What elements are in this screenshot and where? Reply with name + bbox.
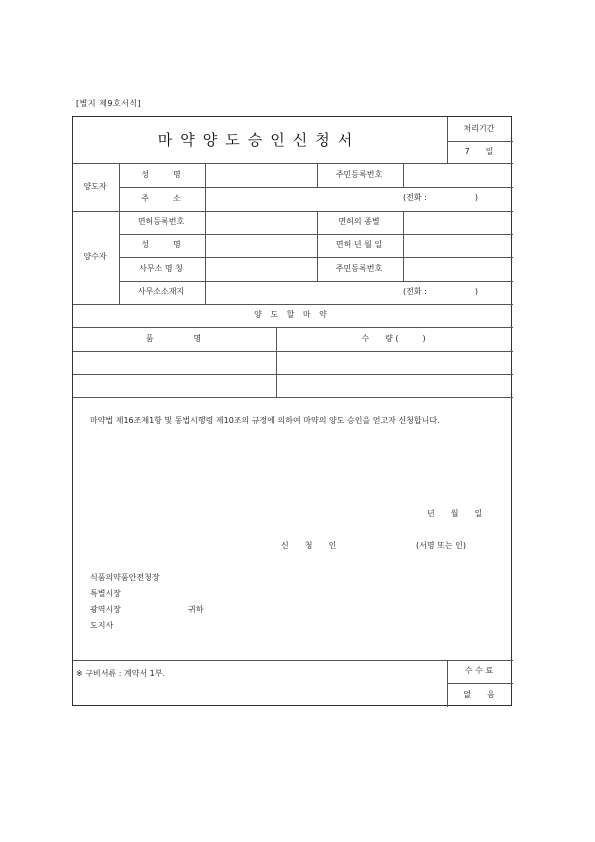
signature-label: (서명 또는 인) <box>416 541 466 550</box>
date-line: 년 월 일 <box>427 509 483 518</box>
transferor-name-field[interactable] <box>205 163 315 185</box>
fee-value: 없 음 <box>463 689 495 699</box>
drug-row-1-name-field[interactable] <box>73 351 274 372</box>
form-number-label: [별지 제9호서식] <box>76 99 142 108</box>
transferee-rrn-label: 주민등록번호 <box>335 263 383 273</box>
transferor-rrn-label: 주민등록번호 <box>335 169 383 179</box>
transferee-license-no-label: 면허등록번호 <box>137 217 185 226</box>
recipient-1: 식품의약품안전청장 <box>90 573 160 582</box>
drug-name-column-header: 품 명 <box>145 333 202 343</box>
transferor-address-field[interactable] <box>205 187 401 209</box>
drug-row-2-name-field[interactable] <box>73 374 274 395</box>
transferee-license-date-field[interactable] <box>403 234 511 255</box>
transferee-license-type-label: 면허의 종별 <box>338 217 380 226</box>
drug-row-2-quantity-field[interactable] <box>276 374 511 395</box>
transferee-phone-label: (전화 : ) <box>403 287 478 296</box>
transferee-section-label: 양수자 <box>83 252 107 261</box>
transferee-license-date-label: 면허 년 월 일 <box>335 240 383 249</box>
transferor-address-label: 주 소 <box>141 193 181 203</box>
drug-quantity-column-header: 수 량 ( ) <box>361 333 426 343</box>
fee-label: 수 수 료 <box>464 666 494 675</box>
recipient-2: 특별시장 <box>90 589 121 598</box>
applicant-label: 신 청 인 <box>281 541 337 550</box>
form-title: 마약양도승인신청서 <box>157 130 361 149</box>
drug-row-1-quantity-field[interactable] <box>276 351 511 372</box>
transferee-office-address-label: 사무소소재지 <box>137 287 185 296</box>
transferor-phone-label: (전화 : ) <box>403 193 478 202</box>
honorific: 귀하 <box>188 605 204 614</box>
transferor-section-label: 양도자 <box>83 181 107 191</box>
transferee-license-type-field[interactable] <box>403 211 511 232</box>
application-statement: 마약법 제16조제1항 및 동법시행령 제10조의 규정에 의하여 마약의 양도 승인을 얻고자 신청합니다. <box>82 416 440 425</box>
transferee-office-name-label: 사무소 명 칭 <box>139 263 183 273</box>
transferor-rrn-field[interactable] <box>403 163 511 185</box>
required-documents-note: ※ 구비서류 : 계약서 1부. <box>76 669 166 678</box>
transferee-office-address-field[interactable] <box>205 281 401 302</box>
processing-period-value: 7 일 <box>464 146 494 156</box>
signature-field[interactable] <box>340 538 410 554</box>
transferee-office-name-field[interactable] <box>205 257 315 279</box>
transferee-name-field[interactable] <box>205 234 315 255</box>
transferee-name-label: 성 명 <box>141 240 181 249</box>
transferor-name-label: 성 명 <box>141 169 181 179</box>
recipient-4: 도지사 <box>90 621 114 630</box>
transferee-license-no-field[interactable] <box>205 211 315 232</box>
processing-period-label: 처리기간 <box>463 123 495 133</box>
drug-section-header: 양 도 할 마 약 <box>254 310 330 319</box>
recipient-3: 광역시장 <box>90 605 121 614</box>
transferee-rrn-field[interactable] <box>403 257 511 279</box>
